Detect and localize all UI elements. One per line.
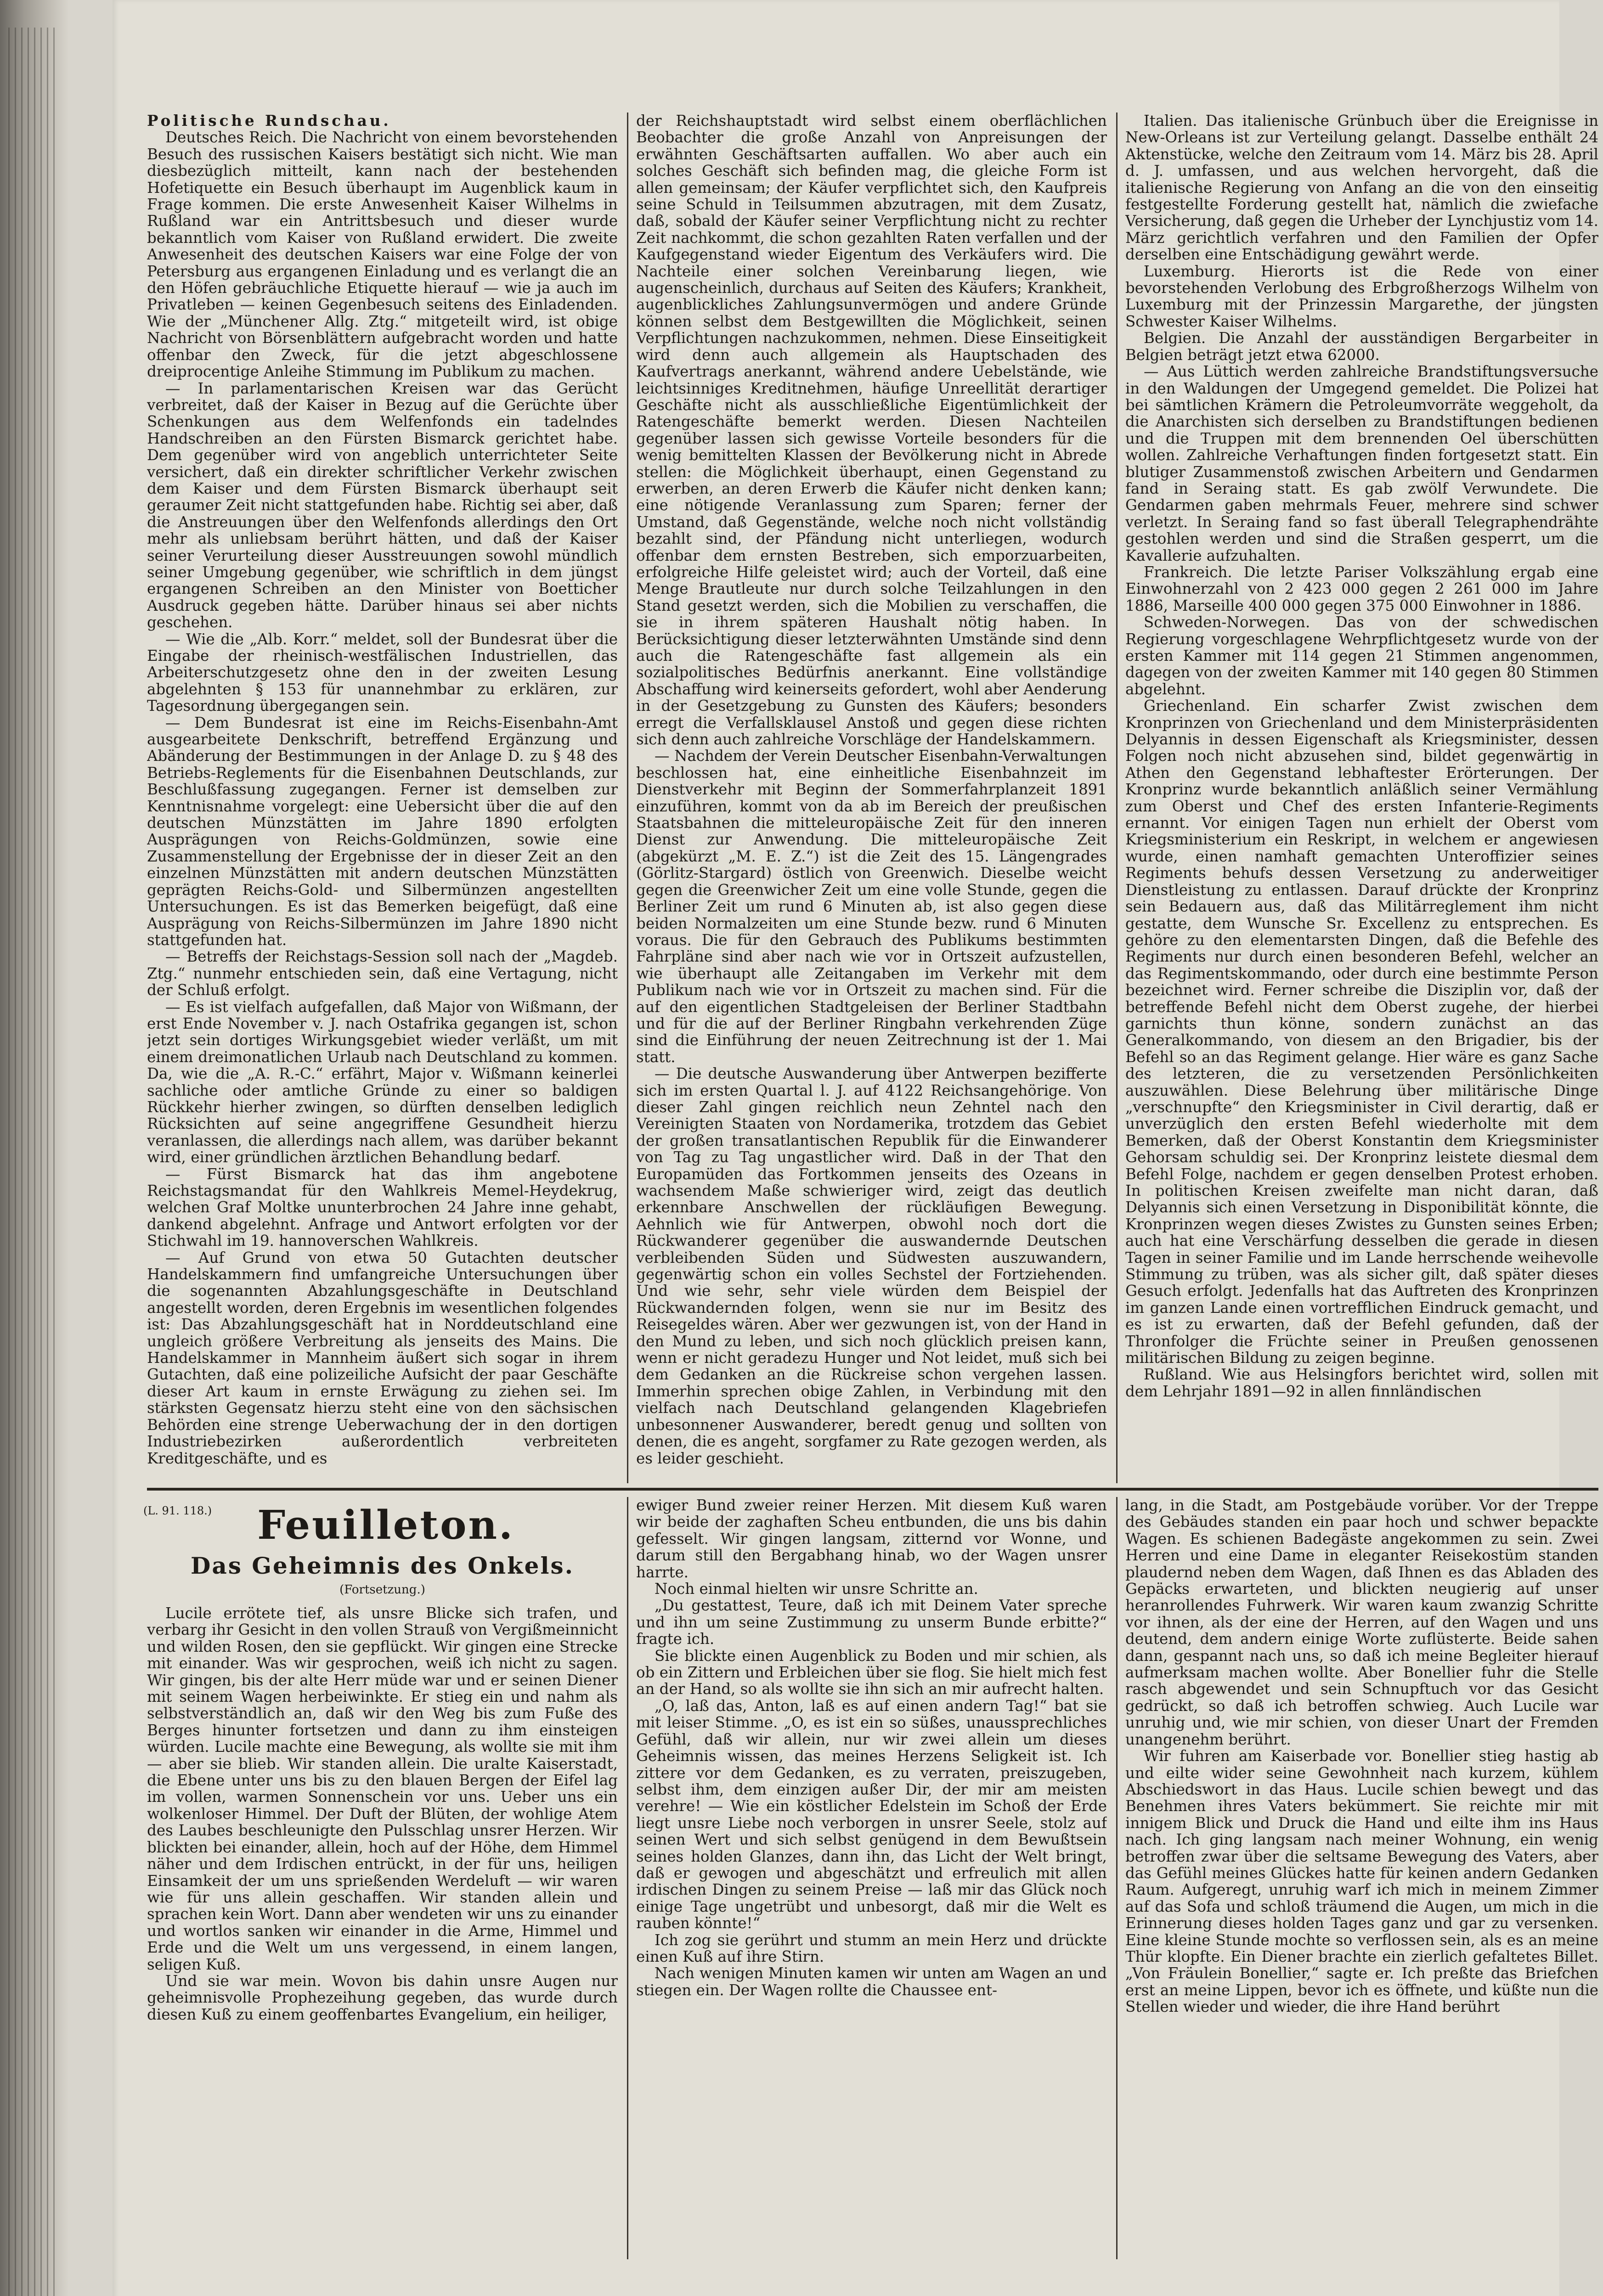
article-paragraph: — In parlamentarischen Kreisen war das Gerücht verbreitet, daß der Kaiser in Bezug auf die Gerüchte über Schenkungen aus dem Welfenfonds ein tadelndes Handschreiben an den Fürsten Bismarck gerichtet habe. Dem gegenüber wird von angeblich unterrichteter Seite versichert, daß ein direkter schriftlicher Verkehr zwischen dem Kaiser und dem Fürsten Bismarck überhaupt seit geraumer Zeit nicht stattgefunden habe. Richtig sei aber, daß die Anstreuungen über den Welfenfonds allerdings den Ort mehr als unliebsam berührt hätten, und daß der Kaiser seiner Verurteilung dieser Ausstreuungen sowohl mündlich seiner Umgebung gegenüber, wie schriftlich in dem jüngst ergangenen Schreiben an den Minister von Boetticher Ausdruck gegeben hätte. Darüber hinaus sei aber nichts geschehen. (147, 379, 618, 631)
section-divider (147, 1488, 1598, 1491)
article-paragraph: — Wie die „Alb. Korr.“ meldet, soll der Bundesrat über die Eingabe der rheinisch-westfälischen Industriellen, das Arbeiterschutzgesetz ohne den in der zweiten Lesung abgelehnten § 153 für unannehmbar zu erklären, zur Tagesordnung übergegangen sein. (147, 630, 618, 715)
story-paragraph: „Du gestattest, Teure, daß ich mit Deinem Vater spreche und ihn um seine Zustimmung zu unserm Bunde erbitte?“ fragte ich. (636, 1597, 1107, 1648)
article-paragraph: Luxemburg. Hierorts ist die Rede von einer bevorstehenden Verlobung des Erbgroßherzogs Wilhelm von Luxemburg mit der Prinzessin Margarethe, der jüngsten Schwester Kaiser Wilhelms. (1125, 262, 1598, 330)
story-paragraph: Nach wenigen Minuten kamen wir unten am Wagen an und stiegen ein. Der Wagen rollte die Chaussee ent- (636, 1964, 1107, 1999)
politics-column-3 (1125, 113, 1598, 1486)
article-paragraph: — Die deutsche Auswanderung über Antwerpen bezifferte sich im ersten Quartal l. J. auf 4122 Reichsangehörige. Von dieser Zahl gingen reichlich neun Zehntel nach den Vereinigten Staaten von Nordamerika, trotzdem das Gebiet der großen transatlantischen Republik für die Einwanderer von Tag zu Tag ungastlicher wird. Daß in der That den Europamüden das Fortkommen jenseits des Ozeans in wachsendem Maße schwieriger wird, zeigt das deutlich erkennbare Anschwellen der rückläufigen Bewegung. Aehnlich wie für Antwerpen, obwohl noch dort die Rückwanderer gegenüber die auswandernde Deutschen verbleibenden Süden und Südwesten auszuwandern, gegenwärtig schon ein volles Sechstel der Fortziehenden. Und wie sehr, sehr viele würden dem Beispiel der Rückwandernden folgen, wenn sie nur im Besitz des Reisegeldes wären. Aber wer gezwungen ist, von der Hand in den Mund zu leben, und sich noch glücklich preisen kann, wenn er nicht geradezu Hunger und Not leidet, muß sich bei dem Gedanken an die Rückreise schon vergehen lassen. Immerhin sprechen obige Zahlen, in Verbindung mit den vielfach nach Deutschland gelangenden Klagebriefen unbesonnener Auswanderer, beredt genug und sollten von denen, die es angeht, sorgfamer zu Rate gezogen werden, als es leider geschieht. (636, 1065, 1107, 1467)
article-paragraph: — Fürst Bismarck hat das ihm angebotene Reichstagsmandat für den Wahlkreis Memel-Heydekrug, welchen Graf Moltke ununterbrochen 24 Jahre inne gehabt, dankend abgelehnt. Anfrage und Antwort erfolgten vor der Stichwahl im 19. hannoverschen Wahlkreis. (147, 1165, 618, 1250)
story-title: Das Geheimnis des Onkels. (190, 1552, 575, 1579)
feuilleton-reference: (L. 91. 118.) (143, 1504, 212, 1517)
feuilleton-title: Feuilleton. (257, 1502, 514, 1548)
story-paragraph: Sie blickte einen Augenblick zu Boden und mir schien, als ob ein Zittern und Erbleichen über sie flog. Sie hielt mich fest an der Hand, so als wollte sie ihn sich an mir aufrecht halten. (636, 1647, 1107, 1698)
story-paragraph: Ich zog sie gerührt und stumm an mein Herz und drückte einen Kuß auf ihre Stirn. (636, 1931, 1107, 1965)
story-paragraph: Wir fuhren am Kaiserbade vor. Bonellier stieg hastig ab und eilte wider seine Gewohnheit nach kurzem, kühlem Abschiedswort in das Haus. Lucile schien bewegt und das Benehmen ihres Vaters bekümmert. Sie reichte mir mit innigem Blick und Druck die Hand und eilte ihm ins Haus nach. Ich ging langsam nach meiner Wohnung, ein wenig betroffen zwar über die seltsame Bewegung des Vaters, aber das Gefühl meines Glückes hatte für keinen andern Gedanken Raum. Aufgeregt, unruhig warf ich mich in meinem Zimmer auf das Sofa und schloß träumend die Augen, um mich in die Erinnerung dieses holden Tages ganz und gar zu versenken. Eine kleine Stunde mochte so verflossen sein, als es an meine Thür klopfte. Ein Diener brachte ein zierlich gefaltetes Billet. „Von Fräulein Bonellier,“ sagte er. Ich preßte das Briefchen erst an meine Lippen, bevor ich es öffnete, und küßte nun die Stellen wieder und wieder, die ihre Hand berührt (1125, 1747, 1598, 2016)
story-paragraph: Und sie war mein. Wovon bis dahin unsre Augen nur geheimnisvolle Prophezeihung gegeben, das wurde durch diesen Kuß zu einem geoffenbartes Evangelium, ein heiliger, (147, 1972, 618, 2023)
story-paragraph: „O, laß das, Anton, laß es auf einen andern Tag!“ bat sie mit leiser Stimme. „O, es ist ein so süßes, unaussprechliches Gefühl, daß wir allein, nur wir zwei allein um dieses Geheimnis wissen, das meines Herzens Seligkeit ist. Ich zittere vor dem Gedanken, es zu verraten, preiszugeben, selbst ihm, dem einzigen außer Dir, der mir am meisten verehre! — Wie ein köstlicher Edelstein im Schoß der Erde liegt unsre Liebe noch verborgen in unsrer Seele, stolz auf seinen Wert und sich selbst genügend in dem Bewußtsein seines holden Glanzes, dann ihn, das Licht der Welt bringt, daß er gewogen und abgeschätzt und erfreulich mit allen irdischen Dingen zu seinem Preise — laß mir das Glück noch einige Tage ungetrübt und unbesorgt, daß mir die Welt es rauben könnte!“ (636, 1697, 1107, 1932)
article-paragraph: — Dem Bundesrat ist eine im Reichs-Eisenbahn-Amt ausgearbeitete Denkschrift, betreffend Ergänzung und Abänderung der Bestimmungen in der Anlage D. zu § 48 des Betriebs-Reglements für die Eisenbahnen Deutschlands, zur Beschlußfassung zugegangen. Ferner ist demselben zur Kenntnisnahme vorgelegt: eine Uebersicht über die auf den deutschen Münzstätten im Jahre 1890 erfolgten Ausprägungen von Reichs-Goldmünzen, sowie eine Zusammenstellung der Ergebnisse der in dieser Zeit an den einzelnen Münzstätten mit andern deutschen Münzstätten geprägten Reichs-Gold- und Silbermünzen angestellten Untersuchungen. Es ist das Bemerken beigefügt, daß eine Ausprägung von Reichs-Silbermünzen im Jahre 1890 nicht stattgefunden hat. (147, 714, 618, 949)
article-paragraph: Italien. Das italienische Grünbuch über die Ereignisse in New-Orleans ist zur Verteilung gelangt. Dasselbe enthält 24 Aktenstücke, welche den Zeitraum vom 14. März bis 28. April d. J. umfassen, und aus welchen hervorgeht, daß die italienische Regierung von Anfang an die von den einseitig festgestellte Forderung gestellt hat, nämlich die zwiefache Versicherung, daß gegen die Urheber der Lynchjustiz vom 14. März gerichtlich verfahren und den Familien der Opfer derselben eine Entschädigung gewährt werde. (1125, 113, 1598, 264)
column-divider (627, 1497, 628, 2259)
article-paragraph: Rußland. Wie aus Helsingfors berichtet wird, sollen mit dem Lehrjahr 1891—92 in allen finnländischen (1125, 1366, 1598, 1400)
story-paragraph: Noch einmal hielten wir unsre Schritte an. (655, 1580, 978, 1598)
article-paragraph: Schweden-Norwegen. Das von der schwedischen Regierung vorgeschlagene Wehrpflichtgesetz wurde von der ersten Kammer mit 114 gegen 21 Stimmen angenommen, dagegen von der zweiten Kammer mit 140 gegen 80 Stimmen abgelehnt. (1125, 613, 1598, 698)
column-divider (1116, 1497, 1118, 2259)
book-binding (0, 0, 69, 2296)
article-paragraph: Griechenland. Ein scharfer Zwist zwischen dem Kronprinzen von Griechenland und dem Ministerpräsidenten Delyannis in dessen Eigenschaft als Kriegsminister, dessen Folgen noch nicht abzusehen sind, bildet gegenwärtig in Athen den Gegenstand lebhaftester Erörterungen. Der Kronprinz wurde bekanntlich anläßlich seiner Vermählung zum Oberst und Chef des ersten Infanterie-Regiments ernannt. Vor einigen Tagen nun erhielt der Oberst vom Kriegsministerium ein Reskript, in welchem er angewiesen wurde, einen namhaft gemachten Unteroffizier seines Regiments behufs dessen Versetzung zu anderweitiger Dienstleistung zu entlassen. Darauf drückte der Kronprinz sein Bedauern aus, daß das Militärreglement ihm nicht gestatte, dem Wunsche Sr. Excellenz zu entsprechen. Es gehöre zu den elementarsten Dingen, daß die Befehle des Regiments nur durch einen besonderen Befehl, welcher an das Regimentskommando, oder durch eine bestimmte Person bezeichnet wird. Ferner schreibe die Disziplin vor, daß der betreffende Befehl nicht dem Oberst zugehe, der hierbei garnichts thun könne, sondern zunächst an das Generalkommando, von diesem an den Brigadier, bis der Befehl so an das Regiment gelange. Hier wäre es ganz Sache des letzteren, die zu versetzenden Persönlichkeiten auszuwählen. Diese Belehrung über militärische Dinge „verschnupfte“ den Kriegsminister in Civil derartig, daß er unverzüglich den ersten Befehl wiederholte mit dem Bemerken, daß der Oberst Konstantin dem Kriegsminister Gehorsam schuldig sei. Der Kronprinz leistete diesmal dem Befehl Folge, nachdem er gegen denselben Protest erhoben. In politischen Kreisen zweifelte man nicht daran, daß Delyannis sich einen Versetzung in Disponibilität könnte, die Kronprinzen wegen dieses Zwistes zu Gunsten seines Erben; auch hat eine Verschärfung desselben die gerade in diesen Tagen in seiner Familie und im Lande herrschende weihevolle Stimmung zu trüben, was als sicher gilt, daß später dieses Gesuch erfolgt. Jedenfalls hat das Auftreten des Kronprinzen im ganzen Lande einen vortrefflichen Eindruck gemacht, und es ist zu erwarten, daß der Befehl gefunden, daß der Thronfolger die Früchte seiner in Preußen genossenen militärischen Bildung zu zeigen beginne. (1125, 697, 1598, 1367)
binding-edge-lines (8, 28, 59, 2296)
article-paragraph: Belgien. Die Anzahl der ausständigen Bergarbeiter in Belgien beträgt jetzt etwa 62000. (1125, 329, 1598, 364)
story-paragraph: ewiger Bund zweier reiner Herzen. Mit diesem Kuß waren wir beide der zaghaften Scheu entbunden, die uns bis dahin gefesselt. Wir gingen langsam, zitternd vor Wonne, und darum still den Bergabhang hinab, wo der Wagen unsrer harrte. (636, 1497, 1107, 1581)
politics-column-1 (147, 113, 618, 1486)
feuilleton-column-1 (147, 1605, 618, 2262)
feuilleton-column-3 (1125, 1497, 1598, 2262)
article-paragraph: — Aus Lüttich werden zahlreiche Brandstiftungsversuche in den Waldungen der Umgegend gemeldet. Die Polizei hat bei sämtlichen Krämern die Petroleumvorräte weggeholt, da die Anarchisten sich derselben zu Brandstiftungen bedienen und die Truppen mit dem brennenden Oel überschütten wollen. Zahlreiche Verhaftungen finden fortgesetzt statt. Ein blutiger Zusammenstoß zwischen Arbeitern und Gendarmen fand in Seraing statt. Es gab zwölf Verwundete. Die Gendarmen gaben mehrmals Feuer, mehrere sind schwer verletzt. In Seraing fand so fast überall Telegraphendrähte gestohlen werden und sind die Straßen gesperrt, um die Kavallerie aufzuhalten. (1125, 363, 1598, 564)
article-paragraph: der Reichshauptstadt wird selbst einem oberflächlichen Beobachter die große Anzahl von Anpreisungen der erwähnten Geschäftsarten auffallen. Wo aber auch ein solches Geschäft sich befinden mag, die gleiche Form ist allen gemeinsam; der Käufer verpflichtet sich, den Kaufpreis seine Schuld in Teilsummen abzutragen, mit dem Zusatz, daß, sobald der Käufer seiner Verpflichtung nicht zu rechter Zeit nachkommt, die schon gezahlten Raten verfallen und der Kaufgegenstand wieder Eigentum des Verkäufers wird. Die Nachteile einer solchen Vereinbarung liegen, wie augenscheinlich, durchaus auf Seiten des Käufers; Krankheit, augenblickliches Zahlungsunvermögen und andere Gründe können selbst dem Bestgewillten die Möglichkeit, seinen Verpflichtungen nachzukommen, nehmen. Diese Einseitigkeit wird denn auch allgemein als Hauptschaden des Kaufvertrags anerkannt, während andere Uebelstände, wie leichtsinniges Kreditnehmen, häufige Unreellität derartiger Geschäfte nicht als ausschließliche Eigentümlichkeit der Ratengeschäfte bemerkt werden. Diesen Nachteilen gegenüber lassen sich gewisse Vorteile besonders für die wenig bemittelten Klassen der Bevölkerung nicht in Abrede stellen: die Möglichkeit überhaupt, einen Gegenstand zu erwerben, an deren Erwerb die Käufer nicht denken kann; eine nötigende Veranlassung zum Sparen; ferner der Umstand, daß Gegenstände, welche noch nicht vollständig bezahlt sind, der Pfändung nicht unterliegen, wodurch offenbar dem ernsten Bestreben, sich emporzuarbeiten, erfolgreiche Hilfe geleistet wird; auch der Vorteil, daß eine Menge Brautleute nur durch solche Teilzahlungen in den Stand gesetzt werden, sich die Mobilien zu verschaffen, die sie in ihrem späteren Haushalt nötig haben. In Berücksichtigung dieser letzterwähnten Umstände sind denn auch die Ratengeschäfte fast allgemein als ein sozialpolitisches Bedürfnis anerkannt. Eine vollständige Abschaffung wird keinerseits gefordert, wohl aber Aenderung in der Gesetzgebung zu Gunsten des Käufers; besonders erregt die Verfallsklausel Anstoß und gegen diese richten sich denn auch zahlreiche Vorschläge der Handelskammern. (636, 113, 1107, 748)
article-paragraph: Frankreich. Die letzte Pariser Volkszählung ergab eine Einwohnerzahl von 2 423 000 gegen 2 261 000 im Jahre 1886, Marseille 400 000 gegen 375 000 Einwohner in 1886. (1125, 563, 1598, 614)
article-paragraph: Deutsches Reich. Die Nachricht von einem bevorstehenden Besuch des russischen Kaisers bestätigt sich nicht. Wie man diesbezüglich mitteilt, kann nach der bestehenden Hofetiquette ein Besuch überhaupt im Augenblick kaum in Frage kommen. Die erste Anwesenheit Kaiser Wilhelms in Rußland war ein Antrittsbesuch und dieser wurde bekanntlich vom Kaiser von Rußland erwidert. Die zweite Anwesenheit des deutschen Kaisers war eine Folge der von Petersburg aus ergangenen Einladung und es verlangt die an den Höfen gebräuchliche Etiquette hierauf — wie ja auch im Privatleben — keinen Gegenbesuch seitens des Einladenden. Wie der „Münchener Allg. Ztg.“ mitgeteilt wird, ist obige Nachricht von Börsenblättern aufgebracht worden und hatte offenbar den Zweck, für die jetzt abgeschlossene dreiprocentige Anleihe Stimmung im Publikum zu machen. (147, 129, 618, 381)
story-paragraph: Lucile errötete tief, als unsre Blicke sich trafen, und verbarg ihr Gesicht in den vollen Strauß von Vergißmeinnicht und wilden Rosen, den sie gepflückt. Wir gingen eine Strecke mit einander. Was wir gesprochen, weiß ich nicht zu sagen. Wir gingen, bis der alte Herr müde war und er seinen Diener mit seinem Wagen herbeiwinkte. Er stieg ein und nahm als selbstverständlich an, daß wir den Weg bis zum Fuße des Berges hinunter fortsetzen und dann zu ihm einsteigen würden. Lucile machte eine Bewegung, als wollte sie mit ihm — aber sie blieb. Wir standen allein. Die uralte Kaiserstadt, die Ebene unter uns bis zu den blauen Bergen der Eifel lag im vollen, warmen Sonnenschein vor uns. Ueber uns ein wolkenloser Himmel. Der Duft der Blüten, der wohlige Atem des Laubes beschleunigte den Pulsschlag unsrer Herzen. Wir blickten bei einander, allein, hoch auf der Höhe, dem Himmel näher und dem Irdischen entrückt, in der für uns, heiligen Einsamkeit der um uns sprießenden Werdeluft — wir waren wie für uns allein geschaffen. Wir standen allein und sprachen kein Wort. Dann aber wendeten wir uns zu einander und wortlos sanken wir einander in die Arme, Himmel und Erde und die Welt um uns vergessend, in einem langen, seligen Kuß. (147, 1605, 618, 1973)
article-paragraph: — Es ist vielfach aufgefallen, daß Major von Wißmann, der erst Ende November v. J. nach Ostafrika gegangen ist, schon jetzt sein dortiges Wirkungsgebiet wieder verläßt, um mit einem dreimonatlichen Urlaub nach Deutschland zu kommen. Da, wie die „A. R.-C.“ erfährt, Major v. Wißmann keinerlei sachliche oder amtliche Gründe zu einer so baldigen Rückkehr hierher zwingen, so dürften denselben lediglich Rücksichten auf seine angegriffene Gesundheit hierzu veranlassen, die allerdings nach allem, was darüber bekannt wird, einer gründlichen ärztlichen Behandlung bedarf. (147, 998, 618, 1166)
section-title: Politische Rundschau. (147, 113, 391, 129)
politics-column-2 (636, 113, 1107, 1486)
story-subtitle: (Fortsetzung.) (339, 1583, 425, 1597)
article-paragraph: — Betreffs der Reichstags-Session soll nach der „Magdeb. Ztg.“ nunmehr entschieden sein, daß eine Vertagung, nicht der Schluß erfolgt. (147, 948, 618, 999)
article-paragraph: — Nachdem der Verein Deutscher Eisenbahn-Verwaltungen beschlossen hat, eine einheitliche Eisenbahnzeit im Dienstverkehr mit Beginn der Sommerfahrplanzeit 1891 einzuführen, kommt von da ab im Bereich der preußischen Staatsbahnen die mitteleuropäische Zeit für den inneren Dienst zur Anwendung. Die mitteleuropäische Zeit (abgekürzt „M. E. Z.“) ist die Zeit des 15. Längengrades (Görlitz-Stargard) östlich von Greenwich. Dieselbe weicht gegen die Greenwicher Zeit um eine volle Stunde, gegen die Berliner Zeit um rund 6 Minuten ab, ist also gegen diese beiden Normalzeiten um eine Stunde bezw. rund 6 Minuten voraus. Die für den Gebrauch des Publikums bestimmten Fahrpläne sind aber nach wie vor in Ortszeit aufzustellen, wie überhaupt alle Zeitangaben im Verkehr mit dem Publikum nach wie vor in Ortszeit zu machen sind. Für die auf den eigentlichen Stadtgeleisen der Berliner Stadtbahn und für die auf der Berliner Ringbahn verkehrenden Züge sind die Einführung der neuen Zeitrechnung ist der 1. Mai statt. (636, 747, 1107, 1066)
feuilleton-column-2 (636, 1497, 1107, 2262)
article-paragraph: — Auf Grund von etwa 50 Gutachten deutscher Handelskammern find umfangreiche Untersuchungen über die sogenannten Abzahlungsgeschäfte in Deutschland angestellt worden, deren Ergebnis im wesentlichen folgendes ist: Das Abzahlungsgeschäft hat in Norddeutschland eine ungleich größere Verbreitung als jenseits des Mains. Die Handelskammer in Mannheim äußert sich sogar in ihrem Gutachten, daß eine polizeiliche Aufsicht der paar Geschäfte dieser Art kaum in ernste Erwägung zu ziehen sei. Im stärksten Gegensatz hierzu steht eine von den sächsischen Behörden eine strenge Ueberwachung der in den dortigen Industriebezirken außerordentlich verbreiteten Kreditgeschäfte, und es (147, 1249, 618, 1467)
column-divider (627, 113, 628, 1483)
story-paragraph: lang, in die Stadt, am Postgebäude vorüber. Vor der Treppe des Gebäudes standen ein paar hoch und schwer bepackte Wagen. Es schienen Badegäste angekommen zu sein. Zwei Herren und eine Dame in eleganter Reisekostüm standen plaudernd neben dem Wagen, daß Ihnen es das Abladen des Gepäcks erwarteten, und blickten neugierig auf unser heranrollendes Fuhrwerk. Wir waren kaum zwanzig Schritte vor ihnen, als der eine der Herren, auf den Wagen und uns deutend, dem andern einige Worte zuflüsterte. Beide sahen dann, gespannt nach uns, so daß ich meine Begleiter hierauf aufmerksam machen wollte. Aber Bonellier fuhr die Stelle rasch abgewendet und sein Schnupftuch vor das Gesicht gedrückt, so daß ich betroffen schwieg. Auch Lucile war unruhig und, wie mir schien, von dieser Unart der Fremden unangenehm berührt. (1125, 1497, 1598, 1748)
column-divider (1116, 113, 1118, 1483)
